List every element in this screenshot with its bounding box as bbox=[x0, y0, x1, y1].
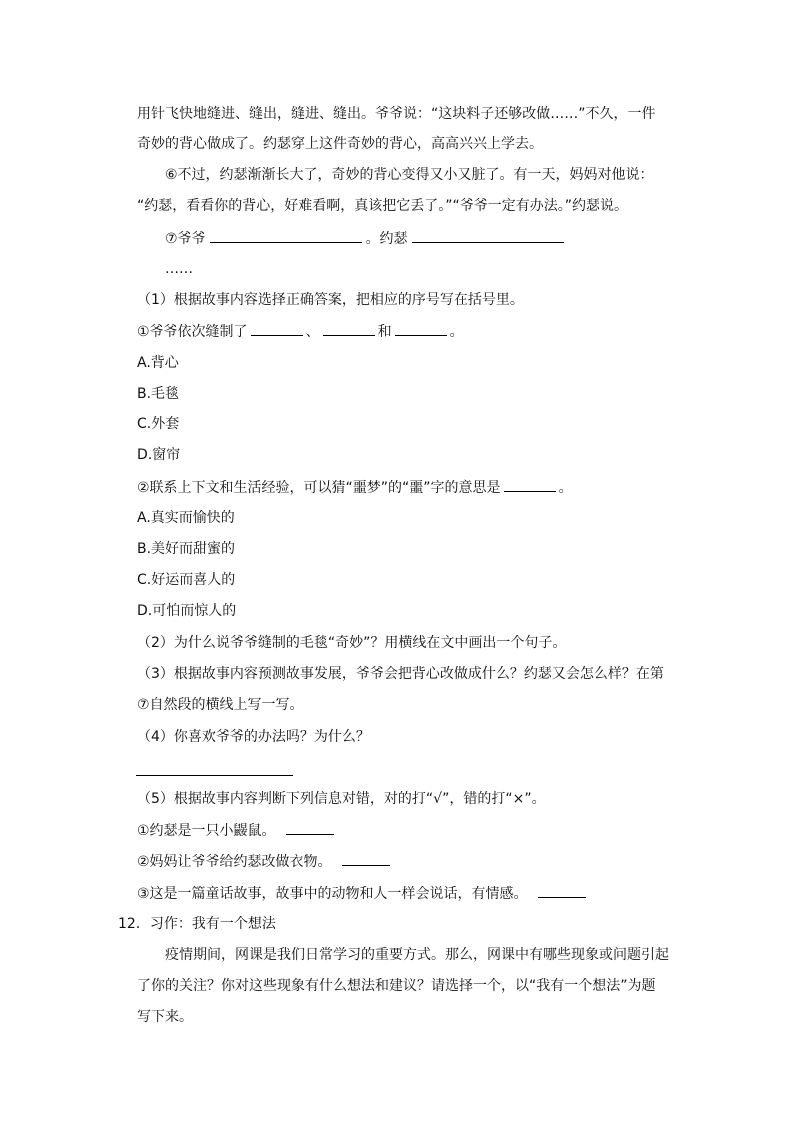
question-5-item bbox=[137, 820, 337, 841]
joseph-answer-blank[interactable] bbox=[412, 228, 564, 243]
q5-item-text: ①约瑟是一只小鼹鼠。 bbox=[137, 823, 276, 839]
q1-sub2-option: B.美好而甜蜜的 bbox=[137, 541, 236, 557]
q5-item-text: ③这是一篇童话故事，故事中的动物和人一样会说话，有情感。 bbox=[137, 886, 528, 902]
question-1-title: （1）根据故事内容选择正确答案，把相应的序号写在括号里。 bbox=[137, 292, 524, 308]
q5-answer-blank[interactable] bbox=[538, 883, 586, 898]
question-5-title: （5）根据故事内容判断下列信息对错，对的打“√”，错的打“×”。 bbox=[137, 791, 546, 807]
story-paragraph-6-line: ⑥不过，约瑟渐渐长大了，奇妙的背心变得又小又脏了。有一天，妈妈对他说： bbox=[165, 167, 654, 183]
q5-answer-blank[interactable] bbox=[286, 820, 334, 835]
q1-sub1-end: 。 bbox=[449, 324, 464, 340]
story-paragraph-6-line: “约瑟，看看你的背心，好难看啊，真该把它丢了。”“爷爷一定有办法。”约瑟说。 bbox=[137, 198, 629, 214]
question-1-sub-2 bbox=[137, 477, 573, 498]
q1-option: C.外套 bbox=[137, 416, 180, 432]
q5-answer-blank[interactable] bbox=[342, 851, 390, 866]
question-4: （4）你喜欢爷爷的办法吗？为什么？ bbox=[137, 729, 370, 745]
paragraph-7-joseph-text: 。约瑟 bbox=[365, 231, 408, 247]
q1-option: D.窗帘 bbox=[137, 447, 181, 463]
q1-answer-blank-2[interactable] bbox=[323, 321, 375, 336]
q1-separator: 和 bbox=[377, 324, 392, 340]
writing-heading: 12．习作：我有一个想法 bbox=[118, 916, 276, 932]
q1-option: B.毛毯 bbox=[137, 386, 180, 402]
q1-option: A.背心 bbox=[137, 355, 179, 371]
q5-item-text: ②妈妈让爷爷给约瑟改做衣物。 bbox=[137, 854, 332, 870]
q1-sub2-end: 。 bbox=[558, 480, 573, 496]
q1-separator: 、 bbox=[305, 324, 320, 340]
question-5-item bbox=[137, 883, 589, 904]
question-4-answer-line[interactable] bbox=[136, 775, 293, 776]
story-paragraph-line: 奇妙的背心做成了。约瑟穿上这件奇妙的背心，高高兴兴上学去。 bbox=[137, 136, 543, 152]
writing-prompt-line: 了你的关注？你对这些现象有什么想法和建议？请选择一个，以“我有一个想法”为题 bbox=[137, 978, 656, 994]
question-3-line: （3）根据故事内容预测故事发展，爷爷会把背心改做成什么？约瑟又会怎么样？在第 bbox=[137, 666, 664, 682]
story-paragraph-7 bbox=[165, 228, 568, 249]
story-paragraph-line: 用针飞快地缝进、缝出，缝进、缝出。爷爷说：“这块料子还够改做……”不久，一件 bbox=[137, 106, 656, 122]
q1-answer-blank-3[interactable] bbox=[395, 321, 447, 336]
grandpa-answer-blank[interactable] bbox=[210, 228, 362, 243]
question-5-item bbox=[137, 851, 393, 872]
q1-sub2-option: D.可怕而惊人的 bbox=[137, 603, 237, 619]
q1-sub2-option: A.真实而愉快的 bbox=[137, 510, 235, 526]
story-ellipsis: …… bbox=[165, 261, 193, 277]
q1-sub2-prefix: ②联系上下文和生活经验，可以猜“噩梦”的“噩”字的意思是 bbox=[137, 480, 501, 496]
writing-prompt-line: 写下来。 bbox=[137, 1009, 193, 1025]
q1-answer-blank-1[interactable] bbox=[251, 321, 303, 336]
q1-sub2-option: C.好运而喜人的 bbox=[137, 572, 236, 588]
q1-sub2-answer-blank[interactable] bbox=[504, 477, 556, 492]
writing-prompt-line: 疫情期间，网课是我们日常学习的重要方式。那么，网课中有哪些现象或问题引起 bbox=[165, 947, 669, 963]
q1-sub1-prefix: ①爷爷依次缝制了 bbox=[137, 324, 248, 340]
question-2: （2）为什么说爷爷缝制的毛毯“奇妙”？用横线在文中画出一个句子。 bbox=[137, 635, 567, 651]
question-1-sub-1 bbox=[137, 321, 464, 342]
paragraph-7-grandpa-text: ⑦爷爷 bbox=[165, 231, 206, 247]
question-3-line: ⑦自然段的横线上写一写。 bbox=[137, 697, 304, 713]
